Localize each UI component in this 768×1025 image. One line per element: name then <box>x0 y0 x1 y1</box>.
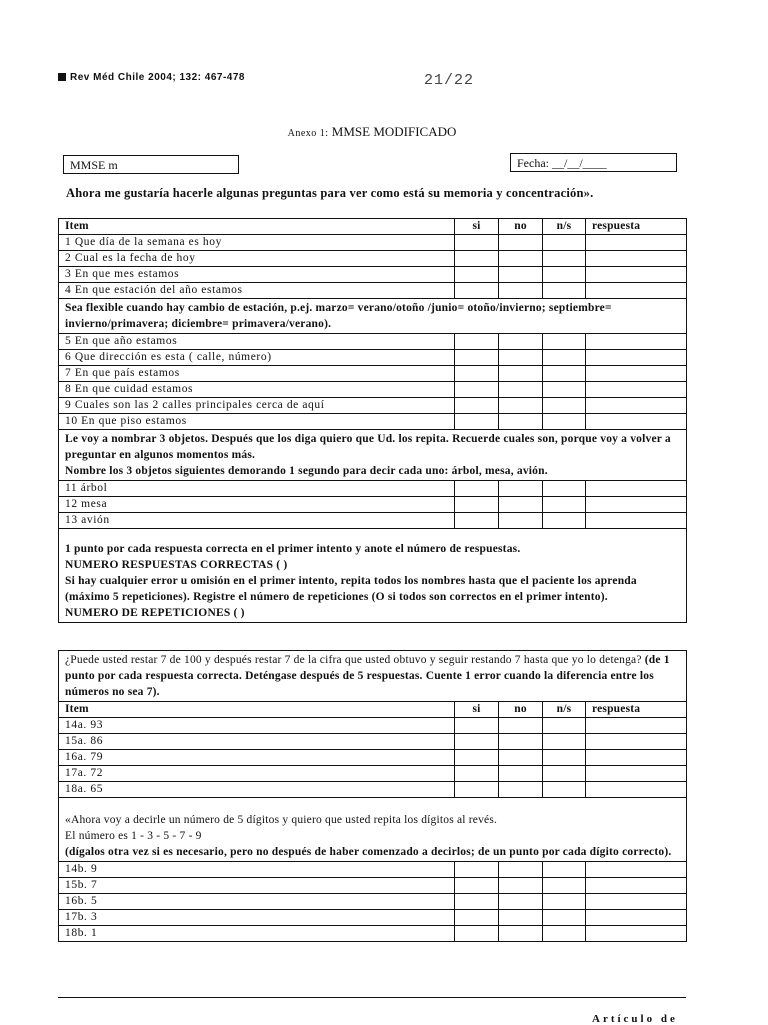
col-no-header: no <box>499 702 543 718</box>
answer-response-cell[interactable] <box>586 782 687 798</box>
table-row <box>59 267 687 283</box>
table-row <box>59 235 687 251</box>
answer-si-cell[interactable] <box>455 513 499 529</box>
digits-instruction-note <box>59 798 687 862</box>
subtraction-instruction-note <box>59 651 687 702</box>
answer-si-cell[interactable] <box>455 750 499 766</box>
item-label: 17a. 72 <box>59 766 455 782</box>
attention-calculation-table <box>58 650 687 942</box>
answer-no-cell[interactable] <box>499 734 543 750</box>
answer-si-cell[interactable] <box>455 334 499 350</box>
answer-si-cell[interactable] <box>455 766 499 782</box>
annex-name: MMSE MODIFICADO <box>331 124 457 139</box>
item-label: 16a. 79 <box>59 750 455 766</box>
repetitions-label: NUMERO DE REPETICIONES ( ) <box>65 607 245 619</box>
answer-ns-cell[interactable] <box>543 734 586 750</box>
answer-ns-cell[interactable] <box>543 414 586 430</box>
answer-response-cell[interactable] <box>586 718 687 734</box>
objects-instruction-note <box>59 430 687 481</box>
item-label: 6 Que dirección es esta ( calle, número) <box>59 350 455 366</box>
item-label: 16b. 5 <box>59 894 455 910</box>
answer-no-cell[interactable] <box>499 414 543 430</box>
answer-si-cell[interactable] <box>455 398 499 414</box>
table-row <box>59 398 687 414</box>
answer-no-cell[interactable] <box>499 350 543 366</box>
item-label: 12 mesa <box>59 497 455 513</box>
orientation-memory-table <box>58 218 687 623</box>
answer-ns-cell[interactable] <box>543 513 586 529</box>
answer-ns-cell[interactable] <box>543 894 586 910</box>
answer-no-cell[interactable] <box>499 283 543 299</box>
answer-response-cell[interactable] <box>586 926 687 942</box>
intro-text: Ahora me gustaría hacerle algunas preguntas para ver como está su memoria y concentración». <box>66 186 594 200</box>
table-header-row <box>59 702 687 718</box>
journal-header <box>58 72 245 83</box>
answer-no-cell[interactable] <box>499 878 543 894</box>
table-row <box>59 926 687 942</box>
answer-response-cell[interactable] <box>586 481 687 497</box>
note-row <box>59 430 687 481</box>
answer-no-cell[interactable] <box>499 366 543 382</box>
answer-no-cell[interactable] <box>499 910 543 926</box>
digits-number-text: El número es 1 - 3 - 5 - 7 - 9 <box>65 830 202 842</box>
table-row <box>59 366 687 382</box>
answer-no-cell[interactable] <box>499 267 543 283</box>
table-row <box>59 894 687 910</box>
table-row <box>59 782 687 798</box>
answer-si-cell[interactable] <box>455 414 499 430</box>
answer-no-cell[interactable] <box>499 894 543 910</box>
flexible-note-text: Sea flexible cuando hay cambio de estación, p.ej. marzo= verano/otoño /junio= otoño/invierno; septiembre= invierno/primavera; diciembre= primavera/verano). <box>65 302 612 330</box>
answer-response-cell[interactable] <box>586 862 687 878</box>
answer-response-cell[interactable] <box>586 910 687 926</box>
answer-ns-cell[interactable] <box>543 481 586 497</box>
col-ns-header: n/s <box>543 702 586 718</box>
table-row <box>59 414 687 430</box>
answer-no-cell[interactable] <box>499 766 543 782</box>
answer-no-cell[interactable] <box>499 481 543 497</box>
note-row <box>59 651 687 702</box>
table-row <box>59 481 687 497</box>
answer-ns-cell[interactable] <box>543 926 586 942</box>
answer-no-cell[interactable] <box>499 334 543 350</box>
answer-ns-cell[interactable] <box>543 398 586 414</box>
table-row <box>59 382 687 398</box>
item-label: 5 En que año estamos <box>59 334 455 350</box>
table-row <box>59 718 687 734</box>
answer-ns-cell[interactable] <box>543 366 586 382</box>
annex-prefix: Anexo 1: <box>287 128 329 139</box>
answer-ns-cell[interactable] <box>543 251 586 267</box>
digits-scoring-text: (dígalos otra vez si es necesario, pero no después de haber comenzado a decirlos; de un punto por cada dígito correcto). <box>65 846 672 858</box>
item-label: 10 En que piso estamos <box>59 414 455 430</box>
col-respuesta-header: respuesta <box>586 702 687 718</box>
col-ns-header: n/s <box>543 219 586 235</box>
table-row <box>59 251 687 267</box>
square-bullet-icon <box>58 73 66 81</box>
item-label: 13 avión <box>59 513 455 529</box>
item-label: 7 En que país estamos <box>59 366 455 382</box>
answer-ns-cell[interactable] <box>543 334 586 350</box>
item-label: 2 Cual es la fecha de hoy <box>59 251 455 267</box>
col-item-header: Item <box>59 702 455 718</box>
answer-si-cell[interactable] <box>455 350 499 366</box>
answer-ns-cell[interactable] <box>543 862 586 878</box>
answer-si-cell[interactable] <box>455 251 499 267</box>
answer-si-cell[interactable] <box>455 382 499 398</box>
item-label: 4 En que estación del año estamos <box>59 283 455 299</box>
col-si-header: si <box>455 702 499 718</box>
date-field[interactable]: Fecha: __/__/____ <box>510 153 677 172</box>
answer-si-cell[interactable] <box>455 235 499 251</box>
answer-ns-cell[interactable] <box>543 750 586 766</box>
answer-si-cell[interactable] <box>455 894 499 910</box>
answer-response-cell[interactable] <box>586 497 687 513</box>
answer-no-cell[interactable] <box>499 782 543 798</box>
item-label: 9 Cuales son las 2 calles principales cerca de aquí <box>59 398 455 414</box>
answer-ns-cell[interactable] <box>543 718 586 734</box>
footer-rule <box>58 997 686 998</box>
mmse-field[interactable]: MMSE m <box>63 155 239 174</box>
answer-response-cell[interactable] <box>586 766 687 782</box>
answer-si-cell[interactable] <box>455 910 499 926</box>
item-label: 15a. 86 <box>59 734 455 750</box>
table-row <box>59 750 687 766</box>
answer-no-cell[interactable] <box>499 862 543 878</box>
answer-response-cell[interactable] <box>586 734 687 750</box>
item-label: 3 En que mes estamos <box>59 267 455 283</box>
answer-ns-cell[interactable] <box>543 766 586 782</box>
answer-si-cell[interactable] <box>455 862 499 878</box>
answer-no-cell[interactable] <box>499 251 543 267</box>
item-label: 14b. 9 <box>59 862 455 878</box>
footer-section: Artículo de <box>592 1013 678 1025</box>
table-row <box>59 766 687 782</box>
answer-ns-cell[interactable] <box>543 497 586 513</box>
answer-response-cell[interactable] <box>586 283 687 299</box>
answer-no-cell[interactable] <box>499 513 543 529</box>
answer-si-cell[interactable] <box>455 283 499 299</box>
item-label: 8 En que cuidad estamos <box>59 382 455 398</box>
col-no-header: no <box>499 219 543 235</box>
answer-response-cell[interactable] <box>586 382 687 398</box>
subtraction-scoring-text: (de 1 punto por cada respuesta correcta. Deténgase después de 5 respuestas. Cuente 1 error cuando la diferencia entre los números no sea 7). <box>65 654 670 698</box>
answer-response-cell[interactable] <box>586 235 687 251</box>
answer-ns-cell[interactable] <box>543 267 586 283</box>
answer-si-cell[interactable] <box>455 497 499 513</box>
correct-answers-label: NUMERO RESPUESTAS CORRECTAS ( ) <box>65 559 288 571</box>
item-label: 14a. 93 <box>59 718 455 734</box>
answer-response-cell[interactable] <box>586 267 687 283</box>
table-header-row <box>59 219 687 235</box>
table-row <box>59 513 687 529</box>
col-item-header: Item <box>59 219 455 235</box>
scoring-note <box>59 529 687 623</box>
answer-response-cell[interactable] <box>586 334 687 350</box>
answer-si-cell[interactable] <box>455 718 499 734</box>
answer-response-cell[interactable] <box>586 513 687 529</box>
subtraction-text: ¿Puede usted restar 7 de 100 y después restar 7 de la cifra que usted obtuvo y seguir restando 7 hasta que yo lo detenga? <box>65 654 642 666</box>
answer-si-cell[interactable] <box>455 926 499 942</box>
table-row <box>59 283 687 299</box>
table-row <box>59 862 687 878</box>
repeat-note-text: Si hay cualquier error u omisión en el primer intento, repita todos los nombres hasta que el paciente los aprenda (máximo 5 repeticiones). Registre el número de repeticiones (O si todos son correctos en el primer intento). <box>65 575 637 603</box>
table-row <box>59 334 687 350</box>
answer-ns-cell[interactable] <box>543 910 586 926</box>
answer-si-cell[interactable] <box>455 878 499 894</box>
item-label: 17b. 3 <box>59 910 455 926</box>
answer-response-cell[interactable] <box>586 894 687 910</box>
table-row <box>59 497 687 513</box>
answer-si-cell[interactable] <box>455 734 499 750</box>
answer-response-cell[interactable] <box>586 350 687 366</box>
answer-response-cell[interactable] <box>586 878 687 894</box>
item-label: 1 Que día de la semana es hoy <box>59 235 455 251</box>
answer-response-cell[interactable] <box>586 414 687 430</box>
answer-ns-cell[interactable] <box>543 382 586 398</box>
note-row <box>59 798 687 862</box>
answer-no-cell[interactable] <box>499 497 543 513</box>
answer-response-cell[interactable] <box>586 251 687 267</box>
answer-ns-cell[interactable] <box>543 350 586 366</box>
answer-si-cell[interactable] <box>455 267 499 283</box>
table-row <box>59 734 687 750</box>
points-note-text: 1 punto por cada respuesta correcta en el primer intento y anote el número de respuestas. <box>65 543 521 555</box>
answer-ns-cell[interactable] <box>543 283 586 299</box>
objects-note-text: Le voy a nombrar 3 objetos. Después que los diga quiero que Ud. los repita. Recuerde cuales son, porque voy a volver a preguntar en algunos momentos más. <box>65 433 671 461</box>
item-label: 18a. 65 <box>59 782 455 798</box>
objects-note-text-2: Nombre los 3 objetos siguientes demorando 1 segundo para decir cada uno: árbol, mesa, avión. <box>65 465 548 477</box>
col-respuesta-header: respuesta <box>586 219 687 235</box>
answer-no-cell[interactable] <box>499 718 543 734</box>
answer-ns-cell[interactable] <box>543 878 586 894</box>
answer-si-cell[interactable] <box>455 782 499 798</box>
page-counter: 21/22 <box>424 72 475 89</box>
digits-intro-text: «Ahora voy a decirle un número de 5 dígitos y quiero que usted repita los dígitos al revés. <box>65 814 498 826</box>
note-row <box>59 299 687 334</box>
answer-no-cell[interactable] <box>499 235 543 251</box>
col-si-header: si <box>455 219 499 235</box>
answer-no-cell[interactable] <box>499 398 543 414</box>
answer-response-cell[interactable] <box>586 750 687 766</box>
answer-no-cell[interactable] <box>499 926 543 942</box>
annex-title <box>0 124 744 140</box>
answer-ns-cell[interactable] <box>543 235 586 251</box>
table-row <box>59 910 687 926</box>
item-label: 18b. 1 <box>59 926 455 942</box>
note-row <box>59 529 687 623</box>
answer-response-cell[interactable] <box>586 366 687 382</box>
answer-ns-cell[interactable] <box>543 782 586 798</box>
item-label: 15b. 7 <box>59 878 455 894</box>
flexible-season-note <box>59 299 687 334</box>
table-row <box>59 878 687 894</box>
table-row <box>59 350 687 366</box>
answer-no-cell[interactable] <box>499 750 543 766</box>
answer-no-cell[interactable] <box>499 382 543 398</box>
answer-si-cell[interactable] <box>455 481 499 497</box>
answer-si-cell[interactable] <box>455 366 499 382</box>
answer-response-cell[interactable] <box>586 398 687 414</box>
journal-citation: Rev Méd Chile 2004; 132: 467-478 <box>70 72 245 83</box>
item-label: 11 árbol <box>59 481 455 497</box>
